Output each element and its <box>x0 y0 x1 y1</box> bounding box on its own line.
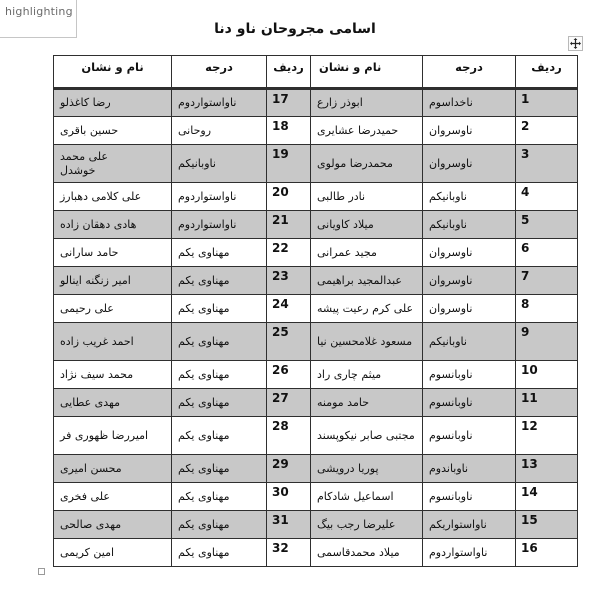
rank-right-cell: ناواستواریکم <box>423 511 516 539</box>
header-name-left: نام و نشان <box>54 56 172 89</box>
rank-left-cell: مهناوی یکم <box>172 511 267 539</box>
rank-left-cell: مهناوی یکم <box>172 483 267 511</box>
rownum-right-cell: 7 <box>516 267 578 295</box>
rank-right-cell: ناوسروان <box>423 295 516 323</box>
rank-right-cell: ناوبانیکم <box>423 183 516 211</box>
table-move-handle[interactable] <box>568 36 583 51</box>
rank-right-cell: ناخداسوم <box>423 89 516 117</box>
name-right-cell: مجتبی صابر نیکوپسند <box>311 417 423 455</box>
rownum-right-cell: 4 <box>516 183 578 211</box>
rank-right-cell: ناوبانسوم <box>423 361 516 389</box>
rownum-left-cell: 30 <box>267 483 311 511</box>
rownum-left-cell: 29 <box>267 455 311 483</box>
rank-left-cell: مهناوی یکم <box>172 539 267 567</box>
table-row <box>54 455 578 483</box>
table-row <box>54 511 578 539</box>
rank-right-cell: ناوبانیکم <box>423 323 516 361</box>
name-left-cell: امیررضا ظهوری فر <box>54 417 172 455</box>
name-left-cell: امین کریمی <box>54 539 172 567</box>
rank-left-cell: مهناوی یکم <box>172 267 267 295</box>
name-left-cell: حامد سارانی <box>54 239 172 267</box>
rownum-left-cell: 32 <box>267 539 311 567</box>
name-right-cell: میلاد محمدقاسمی <box>311 539 423 567</box>
name-left-cell: مهدی صالحی <box>54 511 172 539</box>
rownum-left-cell: 21 <box>267 211 311 239</box>
header-row-num-left: ردیف <box>267 56 311 89</box>
rank-right-cell: ناوبانسوم <box>423 389 516 417</box>
name-left-cell: حسین باقری <box>54 117 172 145</box>
rank-left-cell: مهناوی یکم <box>172 455 267 483</box>
table-row <box>54 361 578 389</box>
name-left-cell: محمد سیف نژاد <box>54 361 172 389</box>
rownum-right-cell: 11 <box>516 389 578 417</box>
name-right-cell: میثم چاری راد <box>311 361 423 389</box>
table-row <box>54 389 578 417</box>
table-row <box>54 145 578 183</box>
rownum-left-cell: 23 <box>267 267 311 295</box>
rank-right-cell: ناواستواردوم <box>423 539 516 567</box>
rownum-left-cell: 26 <box>267 361 311 389</box>
rank-left-cell: روحانی <box>172 117 267 145</box>
name-right-cell: حمیدرضا عشایری <box>311 117 423 145</box>
table-row <box>54 211 578 239</box>
casualty-roster-table <box>53 55 578 567</box>
rank-left-cell: مهناوی یکم <box>172 239 267 267</box>
rank-right-cell: ناوسروان <box>423 267 516 295</box>
rank-left-cell: ناواستواردوم <box>172 211 267 239</box>
table-row <box>54 295 578 323</box>
name-right-cell: پوریا درویشی <box>311 455 423 483</box>
name-left-cell: مهدی عطایی <box>54 389 172 417</box>
rank-left-cell: مهناوی یکم <box>172 323 267 361</box>
name-right-cell: میلاد کاویانی <box>311 211 423 239</box>
table-row <box>54 323 578 361</box>
rank-right-cell: ناوبانیکم <box>423 211 516 239</box>
table-row <box>54 89 578 117</box>
name-right-cell: علی کرم رعیت پیشه <box>311 295 423 323</box>
table-row <box>54 417 578 455</box>
name-left-cell: علی کلامی دهبارز <box>54 183 172 211</box>
name-right-cell: حامد مومنه <box>311 389 423 417</box>
rank-left-cell: ناوبانیکم <box>172 145 267 183</box>
name-left-cell: علی رحیمی <box>54 295 172 323</box>
four-way-move-icon <box>570 38 581 49</box>
rownum-right-cell: 3 <box>516 145 578 183</box>
rownum-right-cell: 1 <box>516 89 578 117</box>
page-title: اسامی مجروحان ناو دنا <box>214 21 376 37</box>
header-row <box>54 56 578 89</box>
rank-right-cell: ناوسروان <box>423 117 516 145</box>
rank-left-cell: مهناوی یکم <box>172 417 267 455</box>
name-left-cell: احمد غریب زاده <box>54 323 172 361</box>
highlighting-label: highlighting <box>5 5 73 18</box>
rownum-left-cell: 24 <box>267 295 311 323</box>
rownum-left-cell: 19 <box>267 145 311 183</box>
rank-right-cell: ناوسروان <box>423 145 516 183</box>
rownum-right-cell: 12 <box>516 417 578 455</box>
name-right-cell: مجید عمرانی <box>311 239 423 267</box>
name-left-cell: امیر زنگنه اینالو <box>54 267 172 295</box>
header-rank-right: درجه <box>423 56 516 89</box>
rank-left-cell: ناواستواردوم <box>172 183 267 211</box>
rank-right-cell: ناوباندوم <box>423 455 516 483</box>
name-left-cell: علی محمد خوشدل <box>54 145 172 183</box>
table-row <box>54 267 578 295</box>
rownum-right-cell: 6 <box>516 239 578 267</box>
name-left-cell: علی فخری <box>54 483 172 511</box>
rank-left-cell: مهناوی یکم <box>172 389 267 417</box>
table-resize-handle[interactable] <box>38 568 45 575</box>
rank-left-cell: مهناوی یکم <box>172 361 267 389</box>
rownum-left-cell: 28 <box>267 417 311 455</box>
name-left-cell: رضا کاغذلو <box>54 89 172 117</box>
rownum-left-cell: 22 <box>267 239 311 267</box>
name-right-cell: نادر طالبی <box>311 183 423 211</box>
rownum-right-cell: 14 <box>516 483 578 511</box>
name-right-cell: علیرضا رجب بیگ <box>311 511 423 539</box>
rownum-left-cell: 20 <box>267 183 311 211</box>
table-body <box>54 89 578 567</box>
name-right-cell: اسماعیل شادکام <box>311 483 423 511</box>
rownum-right-cell: 9 <box>516 323 578 361</box>
rownum-right-cell: 5 <box>516 211 578 239</box>
rownum-left-cell: 25 <box>267 323 311 361</box>
table-row <box>54 483 578 511</box>
table-row <box>54 183 578 211</box>
rank-left-cell: ناواستواردوم <box>172 89 267 117</box>
table-row <box>54 239 578 267</box>
name-right-cell: ابوذر زارع <box>311 89 423 117</box>
name-right-cell: محمدرضا مولوی <box>311 145 423 183</box>
rownum-right-cell: 13 <box>516 455 578 483</box>
header-row-num-right: ردیف <box>516 56 578 89</box>
rank-left-cell: مهناوی یکم <box>172 295 267 323</box>
table-row <box>54 539 578 567</box>
name-right-cell: عبدالمجید براهیمی <box>311 267 423 295</box>
name-right-cell: مسعود غلامحسین نیا <box>311 323 423 361</box>
name-left-cell: محسن امیری <box>54 455 172 483</box>
header-name-right: نام و نشان <box>311 56 423 89</box>
rank-right-cell: ناوسروان <box>423 239 516 267</box>
name-left-cell: هادی دهقان زاده <box>54 211 172 239</box>
table-row <box>54 117 578 145</box>
rownum-right-cell: 16 <box>516 539 578 567</box>
rownum-right-cell: 2 <box>516 117 578 145</box>
rownum-right-cell: 10 <box>516 361 578 389</box>
rownum-left-cell: 31 <box>267 511 311 539</box>
rank-right-cell: ناوبانسوم <box>423 417 516 455</box>
rownum-left-cell: 27 <box>267 389 311 417</box>
rank-right-cell: ناوبانسوم <box>423 483 516 511</box>
rownum-left-cell: 18 <box>267 117 311 145</box>
header-rank-left: درجه <box>172 56 267 89</box>
rownum-right-cell: 8 <box>516 295 578 323</box>
rownum-left-cell: 17 <box>267 89 311 117</box>
rownum-right-cell: 15 <box>516 511 578 539</box>
